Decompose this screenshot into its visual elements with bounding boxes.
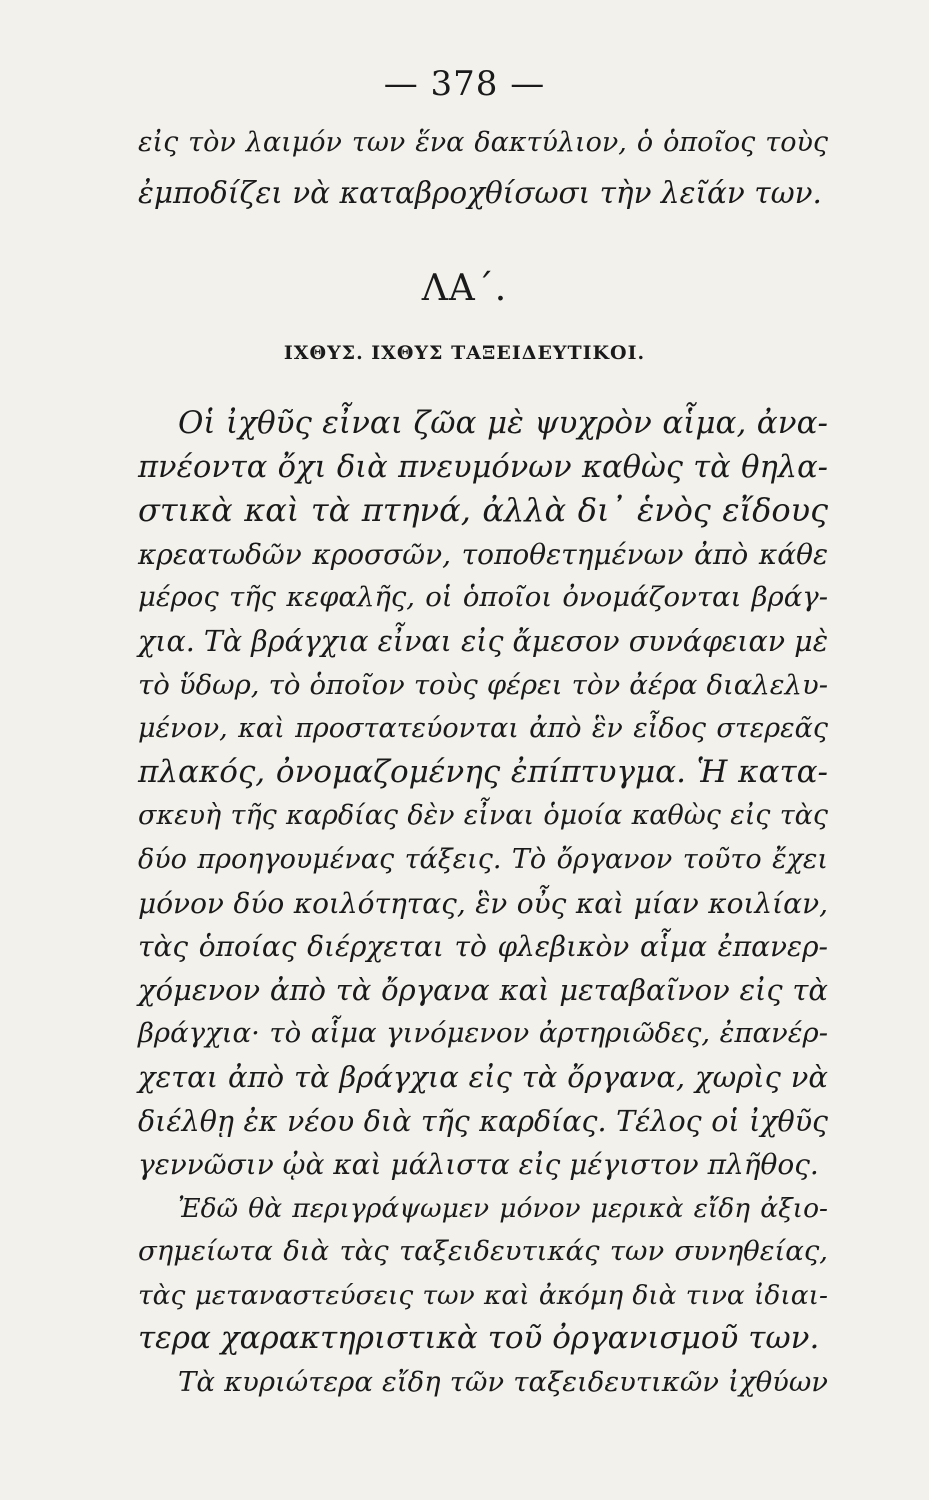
text-line: διέλθῃ ἐκ νέου διὰ τῆς καρδίας. Τέλος οἱ ἰχθῦς [138,1104,828,1138]
text-line: Ἐδῶ θὰ περιγράψωμεν μόνον μερικὰ εἴδη ἀξιο- [178,1192,828,1224]
text-line: βράγχια· τὸ αἷμα γινόμενον ἀρτηριῶδες, ἐπανέρ- [138,1017,828,1050]
text-line: τερα χαρακτηριστικὰ τοῦ ὀργανισμοῦ των. [138,1320,820,1357]
text-line: πνέοντα ὄχι διὰ πνευμόνων καθὼς τὰ θηλα- [138,449,828,485]
text-line: τὰς ὁποίας διέρχεται τὸ φλεβικὸν αἷμα ἐπανερ- [138,930,828,964]
text-line: κρεατωδῶν κροσσῶν, τοποθετημένων ἀπὸ κάθε [138,537,828,571]
text-line: σκευὴ τῆς καρδίας δὲν εἶναι ὁμοία καθὼς εἰς τὰς [138,800,828,832]
text-line: σημείωτα διὰ τὰς ταξειδευτικάς των συνηθείας, [138,1235,828,1268]
continued-paragraph [138,118,828,218]
chapter-number: ΛΑ΄. [421,268,508,309]
text-line: χεται ἀπὸ τὰ βράγχια εἰς τὰ ὄργανα, χωρὶς νὰ [138,1059,828,1094]
text-line: πλακός, ὀνομαζομένης ἐπίπτυγμα. Ἡ κατα- [138,753,828,790]
text-line: χια. Τὰ βράγχια εἶναι εἰς ἄμεσον συνάφειαν μὲ [138,624,828,658]
text-line: εἰς τὸν λαιμόν των ἕνα δακτύλιον, ὁ ὁποῖος τοὺς [138,127,828,158]
text-line: τὰς μεταναστεύσεις των καὶ ἀκόμη διὰ τινα ἰδιαι- [138,1279,828,1311]
text-line: μόνον δύο κοιλότητας, ἓν οὖς καὶ μίαν κοιλίαν, [138,886,828,920]
text-line: στικὰ καὶ τὰ πτηνά, ἀλλὰ δι᾽ ἑνὸς εἴδους [138,491,828,530]
text-line: δύο προηγουμένας τάξεις. Τὸ ὄργανον τοῦτο ἔχει [138,843,828,875]
section-title: ΙΧΘΥΣ. ΙΧΘΥΣ ΤΑΞΕΙΔΕΥΤΙΚΟΙ. [283,342,646,364]
text-line: ἐμποδίζει νὰ καταβροχθίσωσι τὴν λεῖάν των. [138,176,822,210]
text-line: Τὰ κυριώτερα εἴδη τῶν ταξειδευτικῶν ἰχθύων [178,1366,828,1399]
page-number: — 378 — [383,64,546,104]
text-line: Οἱ ἰχθῦς εἶναι ζῶα μὲ ψυχρὸν αἷμα, ἀνα- [178,405,828,441]
body-text [138,402,828,1405]
text-line: χόμενον ἀπὸ τὰ ὄργανα καὶ μεταβαῖνον εἰς τὰ [138,972,828,1007]
text-line: μένον, καὶ προστατεύονται ἀπὸ ἓν εἶδος στερεᾶς [138,713,828,745]
text-line: μέρος τῆς κεφαλῆς, οἱ ὁποῖοι ὀνομάζονται βράγ- [138,581,828,614]
text-line: τὸ ὕδωρ, τὸ ὁποῖον τοὺς φέρει τὸν ἀέρα διαλελυ- [138,668,828,701]
text-line: γεννῶσιν ᾠὰ καὶ μάλιστα εἰς μέγιστον πλῆθος. [138,1148,819,1182]
